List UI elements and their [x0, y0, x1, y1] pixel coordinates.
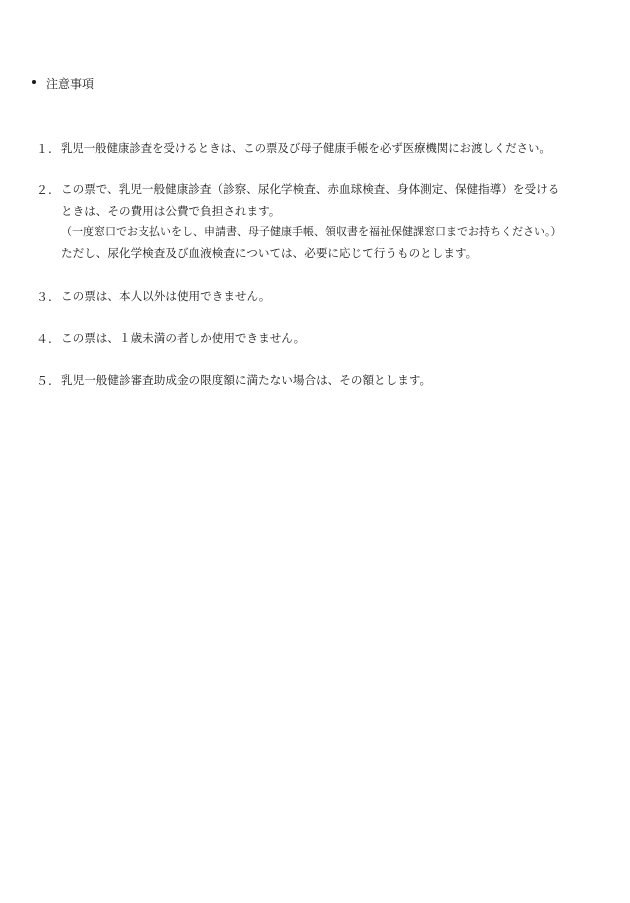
item-3-text: この票は、本人以外は使用できません。 — [61, 289, 271, 303]
item-4-number: ４. — [36, 332, 52, 346]
item-2-line-3: （一度窓口でお支払いをし、申請書、母子健康手帳、領収書を福祉保健課窓口までお持ちください。） — [61, 225, 562, 238]
item-2-number: ２. — [36, 183, 52, 197]
item-2-line-2: ときは、その費用は公費で負担されます。 — [61, 204, 281, 218]
section-heading: 注意事項 — [46, 77, 95, 91]
item-3-number: ３. — [36, 290, 52, 304]
item-5-text: 乳児一般健診審査助成金の限度額に満たない場合は、その額とします。 — [61, 373, 432, 387]
item-1-text: 乳児一般健康診査を受けるときは、この票及び母子健康手帳を必ず医療機関にお渡しください。 — [61, 141, 551, 155]
item-4-text: この票は、１歳未満の者しか使用できません。 — [61, 331, 306, 345]
item-1-number: １. — [36, 142, 52, 156]
item-2-line-4: ただし、尿化学検査及び血液検査については、必要に応じて行うものとします。 — [61, 246, 478, 260]
item-2-line-1: この票で、乳児一般健康診査（診察、尿化学検査、赤血球検査、身体測定、保健指導）を受ける — [61, 182, 560, 196]
heading-bullet — [32, 80, 36, 84]
item-5-number: ５. — [36, 374, 52, 388]
